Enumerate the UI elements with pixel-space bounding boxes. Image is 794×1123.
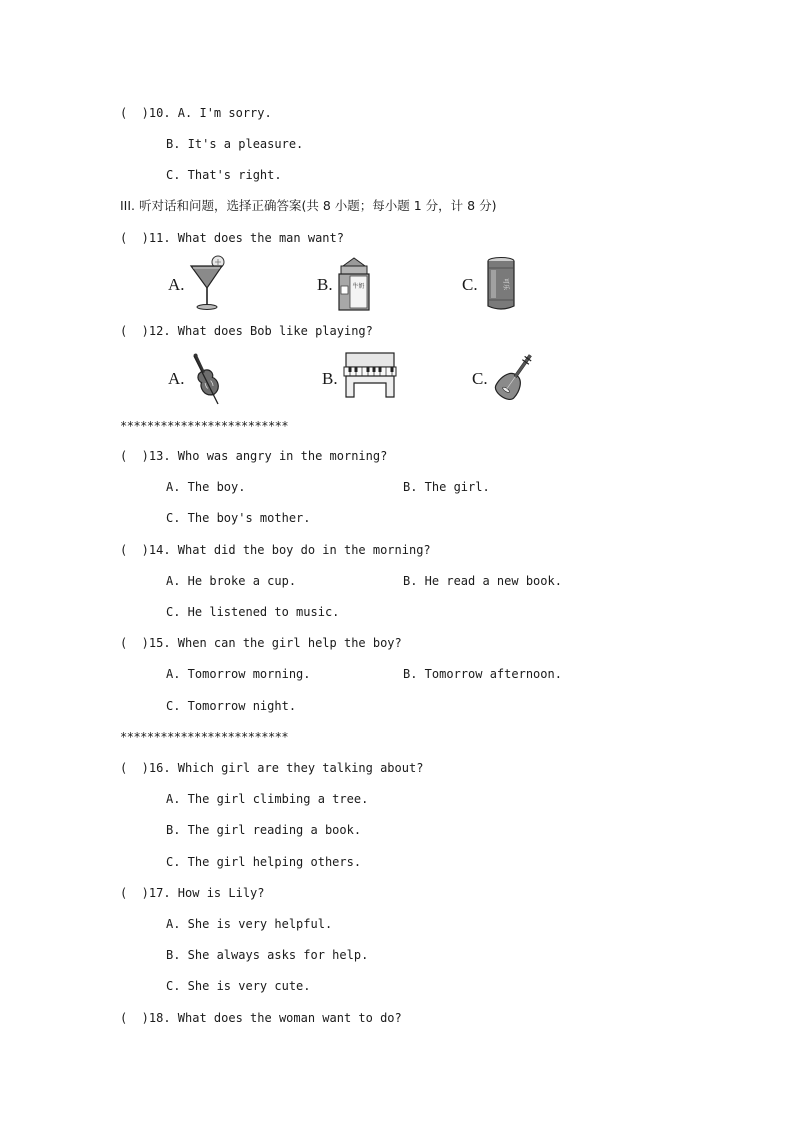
q14-option-c: C. He listened to music.: [166, 605, 340, 619]
q18-stem: ( )18. What does the woman want to do?: [120, 1011, 402, 1025]
q10-option-c: C. That's right.: [166, 168, 282, 182]
q14-stem: ( )14. What did the boy do in the morning?: [120, 543, 431, 557]
milk-carton-icon: [335, 256, 373, 312]
can-label: 可乐: [502, 277, 509, 291]
soda-can-icon: [484, 256, 518, 312]
q12-label-c: C.: [472, 369, 488, 388]
q16-option-b: B. The girl reading a book.: [166, 823, 362, 837]
q13-option-b: B. The girl.: [403, 480, 490, 494]
q11-stem: ( )11. What does the man want?: [120, 231, 344, 245]
separator: *************************: [120, 730, 289, 744]
q16-option-c: C. The girl helping others.: [166, 855, 362, 869]
q13-option-a: A. The boy.: [166, 480, 246, 494]
q16-stem: ( )16. Which girl are they talking about?: [120, 761, 424, 775]
q11-label-a: A.: [168, 275, 185, 294]
q17-option-b: B. She always asks for help.: [166, 948, 369, 962]
cocktail-glass-icon: [188, 254, 228, 312]
q17-stem: ( )17. How is Lily?: [120, 886, 265, 900]
q12-label-a: A.: [168, 369, 185, 388]
q12-label-b: B.: [322, 369, 338, 388]
q15-option-b: B. Tomorrow afternoon.: [403, 667, 562, 681]
q10-option-b: B. It's a pleasure.: [166, 137, 304, 151]
q14-option-a: A. He broke a cup.: [166, 574, 297, 588]
q11-label-c: C.: [462, 275, 478, 294]
q13-stem: ( )13. Who was angry in the morning?: [120, 449, 388, 463]
q15-option-a: A. Tomorrow morning.: [166, 667, 311, 681]
pipa-icon: [492, 348, 534, 408]
q17-option-c: C. She is very cute.: [166, 979, 311, 993]
separator: *************************: [120, 419, 289, 433]
q16-option-a: A. The girl climbing a tree.: [166, 792, 369, 806]
violin-icon: [188, 350, 226, 406]
q10-stem: ( )10. A. I'm sorry.: [120, 106, 272, 120]
q12-stem: ( )12. What does Bob like playing?: [120, 324, 373, 338]
carton-label: 牛奶: [352, 283, 365, 290]
q14-option-b: B. He read a new book.: [403, 574, 562, 588]
q17-option-a: A. She is very helpful.: [166, 917, 333, 931]
q15-option-c: C. Tomorrow night.: [166, 699, 297, 713]
section-heading: III. 听对话和问题，选择正确答案(共 8 小题；每小题 1 分，计 8 分): [120, 198, 497, 213]
q13-option-c: C. The boy's mother.: [166, 511, 311, 525]
q11-label-b: B.: [317, 275, 333, 294]
piano-icon: [342, 351, 398, 401]
q15-stem: ( )15. When can the girl help the boy?: [120, 636, 402, 650]
